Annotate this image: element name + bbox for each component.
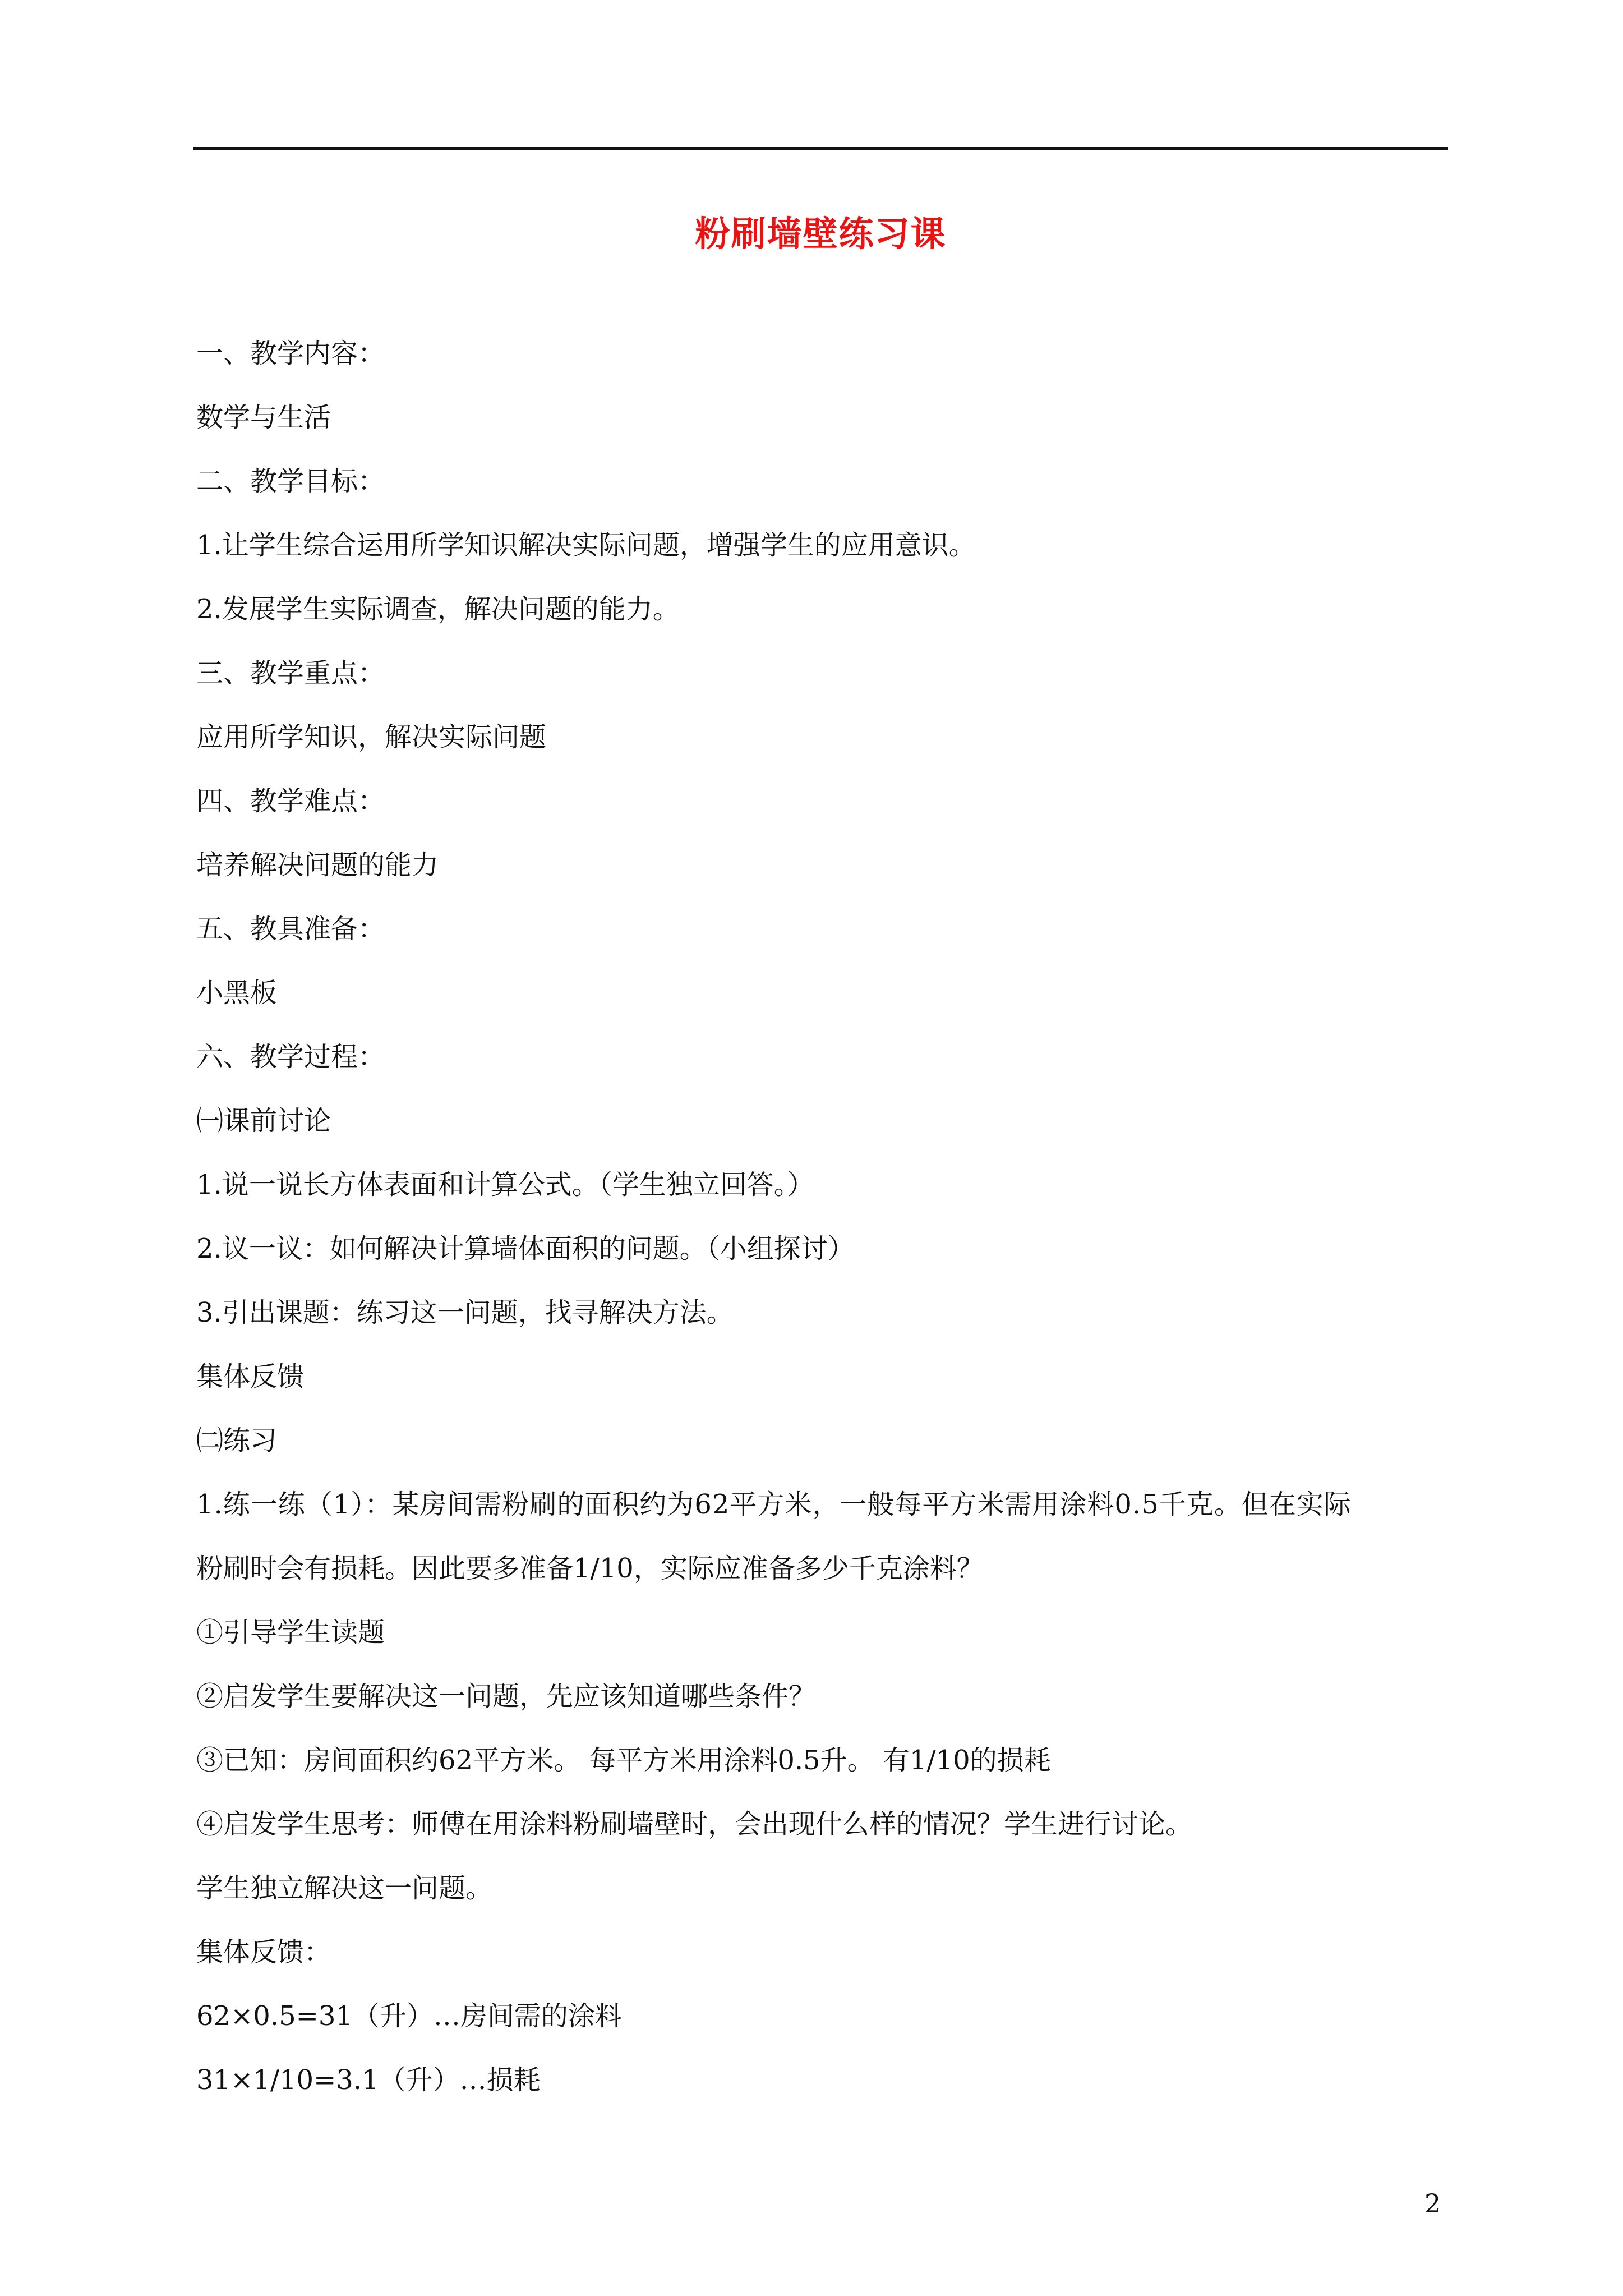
goal-item-1: 1.让学生综合运用所学知识解决实际问题，增强学生的应用意识。: [196, 530, 976, 561]
paragraph-line: 学生独立解决这一问题。: [196, 1872, 493, 1904]
practice-step-2: ②启发学生要解决这一问题，先应该知道哪些条件？: [196, 1681, 816, 1712]
subsection-heading-discussion: ㈠课前讨论: [196, 1105, 331, 1137]
section-heading-difficulties: 四、教学难点：: [196, 785, 385, 817]
feedback-heading: 集体反馈：: [196, 1936, 331, 1968]
section-heading-content: 一、教学内容：: [196, 338, 385, 369]
section-heading-goals: 二、教学目标：: [196, 466, 385, 497]
practice-step-1: ①引导学生读题: [196, 1617, 385, 1648]
goal-item-2: 2.发展学生实际调查，解决问题的能力。: [196, 593, 680, 625]
discussion-item-3: 3.引出课题：练习这一问题，找寻解决方法。: [196, 1297, 734, 1328]
discussion-item-1: 1.说一说长方体表面和计算公式。（学生独立回答。）: [196, 1169, 814, 1200]
paragraph-line: 应用所学知识，解决实际问题: [196, 721, 547, 753]
practice-problem-line-2: 粉刷时会有损耗。因此要多准备1/10，实际应准备多少千克涂料？: [196, 1553, 984, 1584]
practice-step-3: ③已知：房间面积约62平方米。 每平方米用涂料0.5升。 有1/10的损耗: [196, 1745, 1051, 1776]
discussion-item-2: 2.议一议：如何解决计算墙体面积的问题。（小组探讨）: [196, 1233, 855, 1264]
calculation-line-2: 31×1/10=3.1（升）…损耗: [196, 2064, 541, 2096]
paragraph-line: 培养解决问题的能力: [196, 849, 439, 881]
document-body: [196, 337, 1448, 2127]
section-heading-key-points: 三、教学重点：: [196, 657, 385, 689]
subsection-heading-practice: ㈡练习: [196, 1425, 278, 1456]
section-heading-materials: 五、教具准备：: [196, 913, 385, 945]
paragraph-line: 集体反馈: [196, 1361, 305, 1392]
practice-problem-line-1: 1.练一练（1）：某房间需粉刷的面积约为62平方米，一般每平方米需用涂料0.5千克。但在实际: [196, 1489, 1352, 1520]
header-rule: [193, 147, 1448, 150]
calculation-line-1: 62×0.5=31（升）…房间需的涂料: [196, 2000, 622, 2032]
page-number: 2: [1424, 2188, 1441, 2219]
practice-step-4: ④启发学生思考：师傅在用涂料粉刷墙壁时，会出现什么样的情况？学生进行讨论。: [196, 1809, 1193, 1840]
paragraph-line: 小黑板: [196, 977, 278, 1009]
section-heading-process: 六、教学过程：: [196, 1041, 385, 1073]
paragraph-line: 数学与生活: [196, 402, 331, 433]
page-title: 粉刷墙壁练习课: [695, 213, 947, 254]
